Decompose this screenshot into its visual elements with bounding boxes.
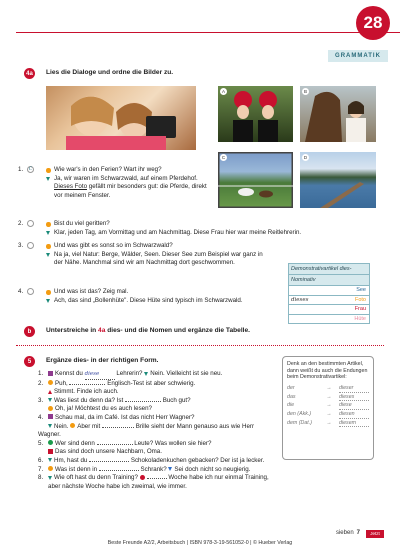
speaker-dot-icon bbox=[48, 406, 53, 411]
arrow-icon: → bbox=[326, 411, 332, 418]
dialog-line: Na ja, viel Natur: Berge, Wälder, Seen. Dieser See zum Beispiel war ganz in der Nähe. Manchmal sind wir am Nachmittag dort geschwommen. bbox=[54, 250, 263, 267]
arrow-icon: → bbox=[326, 385, 332, 392]
speaker-triangle-icon bbox=[48, 398, 52, 402]
footer-credit: Beste Freunde A2/2, Arbeitsbuch | ISBN 978-3-19-561052-0 | © Hueber Verlag bbox=[107, 540, 293, 546]
list-item: Das sind doch unsere Nachbarn, Oma. bbox=[38, 448, 278, 457]
answer-field[interactable] bbox=[27, 288, 34, 295]
dialog-line: Und was gibt es sonst so im Schwarzwald? bbox=[54, 242, 173, 249]
dialog-number: 2. bbox=[18, 220, 24, 227]
photo-d-label: D bbox=[303, 155, 308, 160]
article-input[interactable] bbox=[289, 315, 329, 324]
page-number: sieben 7 bbox=[335, 530, 360, 536]
list-item: 5. Wer sind denn Leute? Was wollen sie hier? bbox=[38, 439, 212, 447]
article-pair: der → dieser bbox=[287, 385, 369, 394]
table-header: Demonstrativartikel dies- bbox=[289, 264, 369, 274]
article-input[interactable]: dieses bbox=[291, 296, 309, 303]
table-row bbox=[289, 304, 369, 314]
page-tab: Jetzt bbox=[366, 530, 384, 538]
arrow-icon: → bbox=[326, 393, 332, 400]
fill-gap[interactable] bbox=[102, 427, 134, 428]
noun-cell: See bbox=[356, 287, 366, 293]
photo-c-label: C bbox=[221, 155, 226, 160]
dialog-2 bbox=[18, 220, 366, 237]
fill-gap[interactable] bbox=[97, 444, 133, 445]
dialog-3 bbox=[18, 242, 272, 268]
list-item: Nein. Aber mit Brille sieht der Mann genauso aus wie Herr Wagner. bbox=[38, 422, 255, 439]
speaker-triangle-icon bbox=[46, 231, 50, 235]
dialog-1 bbox=[18, 166, 214, 200]
noun-cell: Frau bbox=[354, 306, 366, 312]
list-item: 6. Hm, hast du Schokoladenkuchen gebacken? Der ist ja lecker. bbox=[38, 456, 265, 464]
answer-field[interactable]: C bbox=[28, 167, 33, 172]
photo-b-label: B bbox=[303, 89, 307, 94]
dialog-number: 3. bbox=[18, 242, 24, 249]
list-item: 3. Was liest du denn da? Ist Buch gut? bbox=[38, 396, 191, 404]
speaker-dot-icon bbox=[48, 466, 53, 471]
header-rule bbox=[16, 32, 400, 33]
arrow-icon: → bbox=[326, 419, 332, 426]
article-input[interactable] bbox=[289, 286, 329, 295]
woman-horse-illustration bbox=[300, 86, 376, 142]
horses-window-illustration bbox=[218, 152, 293, 208]
fill-gap[interactable] bbox=[125, 401, 161, 402]
speaker-triangle-up-icon bbox=[48, 390, 52, 394]
exercise-task: Unterstreiche in 4a dies- und die Nomen und ergänze die Tabelle. bbox=[46, 327, 250, 334]
article-input[interactable] bbox=[289, 305, 329, 314]
speaker-square-icon bbox=[48, 414, 53, 419]
noun-cell: Foto bbox=[354, 296, 366, 303]
dialog-number: 4. bbox=[18, 288, 24, 295]
underlined-phrase: Dieses Foto bbox=[54, 183, 88, 191]
dialog-line: Ja, wir waren im Schwarzwald, auf einem Pferdehof. bbox=[54, 174, 198, 182]
speaker-triangle-icon bbox=[48, 424, 52, 428]
fill-gap[interactable] bbox=[99, 470, 139, 471]
speaker-triangle-icon bbox=[46, 299, 50, 303]
exercise-task: Lies die Dialoge und ordne die Bilder zu. bbox=[46, 69, 174, 76]
speaker-square-icon bbox=[48, 449, 53, 454]
dialog-line: Ach, das sind „Bollenhüte". Diese Hüte sind typisch im Schwarzwald. bbox=[54, 296, 243, 304]
dialog-number: 1. bbox=[18, 166, 24, 173]
tip-text: Denk an den bestimmten Artikel, dann weißt du auch die Endungen beim Demonstrativartikel: bbox=[287, 361, 368, 381]
dialog-line: Wie war's in den Ferien? Wart ihr weg? bbox=[54, 166, 162, 173]
photo-a bbox=[218, 86, 293, 142]
speaker-dot-icon bbox=[46, 222, 51, 227]
fill-gap[interactable] bbox=[147, 478, 167, 479]
demonstrative-table bbox=[288, 263, 370, 324]
bollenhut-girls-illustration bbox=[218, 86, 293, 142]
list-item: 4. Schau mal, da im Café. Ist das nicht Herr Wagner? bbox=[38, 413, 195, 421]
photo-a-label: A bbox=[221, 89, 225, 94]
fill-gap[interactable] bbox=[69, 384, 105, 385]
dialog-line: Und was ist das? Zeig mal. bbox=[54, 288, 129, 295]
speaker-square-icon bbox=[48, 371, 53, 376]
article-pair: das → dieses bbox=[287, 393, 369, 402]
list-item: 2. Puh, Englisch-Test ist aber schwierig. bbox=[38, 379, 196, 387]
speaker-triangle-icon bbox=[46, 177, 50, 181]
list-item: 1. Kennst du diese Lehrerin? Nein. Vielleicht ist sie neu. bbox=[38, 370, 278, 380]
speaker-triangle-icon bbox=[48, 476, 52, 480]
answer-field[interactable] bbox=[27, 220, 34, 227]
noun-cell: Hüte bbox=[354, 315, 366, 322]
speaker-dot-icon bbox=[46, 244, 51, 249]
fill-gap[interactable] bbox=[89, 461, 129, 462]
article-pairs bbox=[287, 385, 369, 428]
fill-gap[interactable]: diese bbox=[85, 370, 115, 380]
dialog-line: Klar, jeden Tag, am Vormittag und am Nachmittag. Diese Frau hier war meine Reitlehrerin. bbox=[54, 228, 302, 236]
lake-jetty-illustration bbox=[300, 152, 376, 208]
speaker-dot-icon bbox=[48, 440, 53, 445]
article-pair: dem (Dat.) → diesem bbox=[287, 419, 369, 428]
speaker-dot-icon bbox=[140, 475, 145, 480]
list-item: Stimmt. Finde ich auch. bbox=[38, 388, 278, 397]
exercise-badge: 4a bbox=[24, 68, 35, 79]
speaker-dot-icon bbox=[48, 380, 53, 385]
table-subheader: Nominativ bbox=[289, 274, 369, 285]
photo-d bbox=[300, 152, 376, 208]
speaker-dot-icon bbox=[46, 290, 51, 295]
chapter-badge: 28 bbox=[356, 6, 390, 40]
table-row bbox=[289, 295, 369, 305]
exercise-task: Ergänze dies- in der richtigen Form. bbox=[46, 357, 159, 364]
speaker-dot-icon bbox=[46, 168, 51, 173]
dialog-line: gefällt mir besonders gut: die Pferde, direkt vor meinem Fenster. bbox=[54, 183, 207, 199]
speaker-dot-icon bbox=[70, 423, 75, 428]
list-item: 7. Was ist denn in Schrank? Sei doch nicht so neugierig. bbox=[38, 465, 251, 473]
grammar-tip-box bbox=[282, 356, 374, 460]
table-row bbox=[289, 285, 369, 295]
table-row bbox=[289, 314, 369, 324]
section-divider bbox=[16, 345, 384, 346]
exercise-badge: b bbox=[24, 326, 35, 337]
exercise-5-list bbox=[38, 370, 278, 491]
arrow-icon: → bbox=[326, 402, 332, 409]
speaker-triangle-icon bbox=[144, 372, 148, 376]
dialog-line: Bist du viel geritten? bbox=[54, 220, 110, 227]
section-tab: GRAMMATIK bbox=[328, 50, 388, 62]
main-photo bbox=[46, 86, 196, 150]
dialog-4 bbox=[18, 288, 272, 305]
speaker-triangle-icon bbox=[46, 253, 50, 257]
speaker-triangle-icon bbox=[168, 467, 172, 471]
list-item: 8. Wie oft hast du denn Training? Woche habe ich nur einmal Training, aber nächste Woche habe ich zweimal, wie immer. bbox=[38, 474, 269, 490]
answer-field[interactable] bbox=[27, 242, 34, 249]
exercise-badge: 5 bbox=[24, 356, 35, 367]
girls-tablet-illustration bbox=[46, 86, 196, 150]
photo-c bbox=[218, 152, 293, 208]
photo-b bbox=[300, 86, 376, 142]
speaker-triangle-icon bbox=[48, 458, 52, 462]
article-pair: den (Akk.) → diesen bbox=[287, 411, 369, 420]
article-pair: die → diese bbox=[287, 402, 369, 411]
list-item: Oh, ja! Möchtest du es auch lesen? bbox=[38, 405, 278, 414]
